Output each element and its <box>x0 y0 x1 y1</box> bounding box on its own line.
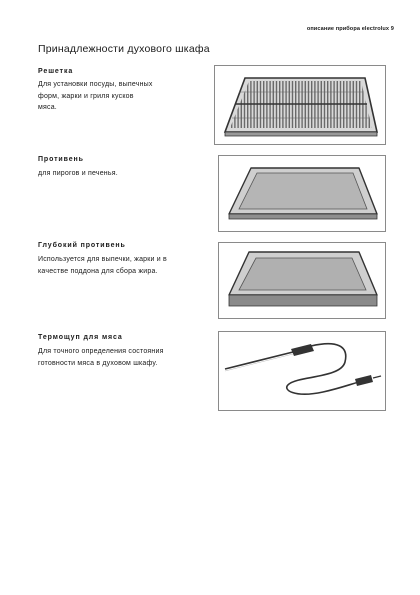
tray-illustration <box>218 155 386 232</box>
text-line: Для точного определения состояния <box>38 348 164 355</box>
text-line: мяса. <box>38 104 57 111</box>
deep-tray-illustration <box>218 242 386 319</box>
item-title-deep-tray: Глубокий противень <box>38 242 126 249</box>
item-text-probe <box>38 346 164 369</box>
text-line: форм, жарки и гриля кусков <box>38 92 134 100</box>
page-header: описание прибора electrolux 9 <box>306 26 394 32</box>
item-title-tray: Противень <box>38 156 84 163</box>
item-text-rack <box>38 79 153 114</box>
text-line: качестве поддона для сбора жира. <box>38 267 158 275</box>
page-title: Принадлежности духового шкафа <box>38 43 210 55</box>
item-title-rack: Решетка <box>38 68 74 75</box>
text-line: готовности мяса в духовом шкафу. <box>38 359 158 367</box>
item-title-probe: Термощуп для мяса <box>38 334 123 341</box>
meat-probe-image <box>219 332 385 410</box>
deep-tray-image <box>219 243 385 318</box>
text-line: Используется для выпечки, жарки и в <box>38 256 167 263</box>
baking-tray-image <box>219 156 385 231</box>
text-line: Для установки посуды, выпечных <box>38 81 153 88</box>
oven-rack-image <box>215 66 385 144</box>
item-text-deep-tray <box>38 254 167 277</box>
text-line: для пирогов и печенья. <box>38 170 118 177</box>
rack-illustration <box>214 65 386 145</box>
item-text-tray <box>38 168 118 180</box>
probe-illustration <box>218 331 386 411</box>
